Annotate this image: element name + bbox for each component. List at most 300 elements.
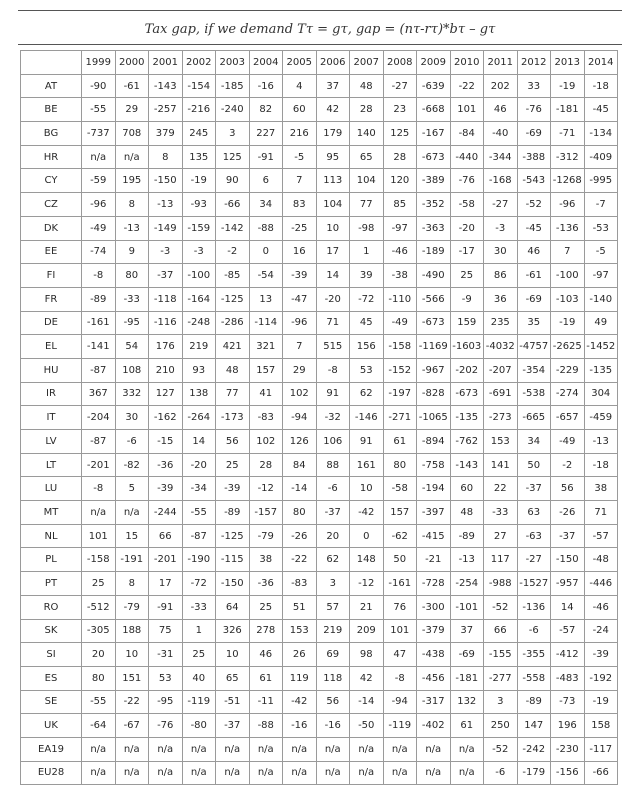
value-cell: 161 bbox=[350, 453, 384, 477]
value-cell: 62 bbox=[316, 548, 350, 572]
value-cell: 28 bbox=[249, 453, 283, 477]
value-cell: -52 bbox=[484, 737, 518, 761]
value-cell: 179 bbox=[316, 122, 350, 146]
value-cell: n/a bbox=[149, 737, 183, 761]
value-cell: 210 bbox=[149, 358, 183, 382]
corner-cell bbox=[21, 51, 82, 75]
table-row bbox=[21, 737, 618, 761]
value-cell: n/a bbox=[82, 501, 116, 525]
value-cell: -63 bbox=[517, 524, 551, 548]
value-cell: -146 bbox=[350, 406, 384, 430]
value-cell: -6 bbox=[115, 430, 149, 454]
value-cell: 10 bbox=[216, 643, 250, 667]
value-cell: 53 bbox=[149, 666, 183, 690]
value-cell: 42 bbox=[316, 98, 350, 122]
value-cell: 85 bbox=[383, 193, 417, 217]
value-cell: -59 bbox=[82, 169, 116, 193]
value-cell: -737 bbox=[82, 122, 116, 146]
value-cell: -4757 bbox=[517, 335, 551, 359]
value-cell: 10 bbox=[350, 477, 384, 501]
value-cell: -42 bbox=[350, 501, 384, 525]
value-cell: -189 bbox=[417, 240, 451, 264]
value-cell: 21 bbox=[350, 595, 384, 619]
value-cell: -141 bbox=[82, 335, 116, 359]
table-title: Tax gap, if we demand Ττ = gτ, gap = (nτ-rτ)*bτ – gτ bbox=[144, 22, 496, 37]
value-cell: 250 bbox=[484, 714, 518, 738]
value-cell: -39 bbox=[584, 643, 618, 667]
value-cell: 91 bbox=[350, 430, 384, 454]
value-cell: 28 bbox=[350, 98, 384, 122]
table-row bbox=[21, 122, 618, 146]
table-row bbox=[21, 714, 618, 738]
value-cell: -673 bbox=[417, 145, 451, 169]
value-cell: -161 bbox=[82, 311, 116, 335]
value-cell: -32 bbox=[316, 406, 350, 430]
value-cell: -47 bbox=[283, 287, 317, 311]
value-cell: -69 bbox=[517, 287, 551, 311]
value-cell: -379 bbox=[417, 619, 451, 643]
country-cell: CY bbox=[21, 169, 82, 193]
value-cell: 101 bbox=[383, 619, 417, 643]
value-cell: -95 bbox=[115, 311, 149, 335]
value-cell: 17 bbox=[316, 240, 350, 264]
value-cell: -438 bbox=[417, 643, 451, 667]
value-cell: n/a bbox=[350, 761, 384, 785]
value-cell: 119 bbox=[283, 666, 317, 690]
value-cell: -125 bbox=[216, 287, 250, 311]
value-cell: -20 bbox=[182, 453, 216, 477]
value-cell: -300 bbox=[417, 595, 451, 619]
value-cell: -181 bbox=[551, 98, 585, 122]
value-cell: 332 bbox=[115, 382, 149, 406]
value-cell: 56 bbox=[551, 477, 585, 501]
value-cell: -76 bbox=[517, 98, 551, 122]
value-cell: 8 bbox=[115, 572, 149, 596]
value-cell: -207 bbox=[484, 358, 518, 382]
value-cell: -72 bbox=[182, 572, 216, 596]
value-cell: -162 bbox=[149, 406, 183, 430]
value-cell: -19 bbox=[551, 311, 585, 335]
value-cell: 33 bbox=[517, 74, 551, 98]
value-cell: n/a bbox=[383, 761, 417, 785]
value-cell: 61 bbox=[383, 430, 417, 454]
value-cell: 48 bbox=[350, 74, 384, 98]
value-cell: -14 bbox=[283, 477, 317, 501]
value-cell: -24 bbox=[584, 619, 618, 643]
value-cell: -274 bbox=[551, 382, 585, 406]
value-cell: -2 bbox=[216, 240, 250, 264]
country-cell: EU28 bbox=[21, 761, 82, 785]
value-cell: -76 bbox=[450, 169, 484, 193]
value-cell: 102 bbox=[283, 382, 317, 406]
year-header: 2005 bbox=[283, 51, 317, 75]
value-cell: -49 bbox=[383, 311, 417, 335]
value-cell: 77 bbox=[216, 382, 250, 406]
value-cell: -8 bbox=[383, 666, 417, 690]
value-cell: -995 bbox=[584, 169, 618, 193]
value-cell: -6 bbox=[484, 761, 518, 785]
value-cell: -762 bbox=[450, 430, 484, 454]
value-cell: -71 bbox=[551, 122, 585, 146]
value-cell: -691 bbox=[484, 382, 518, 406]
table-row bbox=[21, 761, 618, 785]
value-cell: -119 bbox=[383, 714, 417, 738]
year-header: 2012 bbox=[517, 51, 551, 75]
value-cell: -67 bbox=[115, 714, 149, 738]
value-cell: 93 bbox=[182, 358, 216, 382]
value-cell: 80 bbox=[82, 666, 116, 690]
value-cell: -164 bbox=[182, 287, 216, 311]
table-row bbox=[21, 145, 618, 169]
value-cell: -91 bbox=[249, 145, 283, 169]
value-cell: -33 bbox=[182, 595, 216, 619]
value-cell: -6 bbox=[517, 619, 551, 643]
value-cell: 83 bbox=[283, 193, 317, 217]
table-row bbox=[21, 74, 618, 98]
value-cell: -19 bbox=[551, 74, 585, 98]
value-cell: n/a bbox=[249, 761, 283, 785]
value-cell: 77 bbox=[350, 193, 384, 217]
value-cell: -244 bbox=[149, 501, 183, 525]
value-cell: -158 bbox=[82, 548, 116, 572]
country-cell: RO bbox=[21, 595, 82, 619]
value-cell: 54 bbox=[115, 335, 149, 359]
value-cell: 50 bbox=[383, 548, 417, 572]
value-cell: 42 bbox=[350, 666, 384, 690]
value-cell: -39 bbox=[216, 477, 250, 501]
value-cell: -37 bbox=[149, 264, 183, 288]
value-cell: n/a bbox=[115, 501, 149, 525]
value-cell: 14 bbox=[182, 430, 216, 454]
value-cell: -363 bbox=[417, 216, 451, 240]
value-cell: -22 bbox=[450, 74, 484, 98]
value-cell: -37 bbox=[551, 524, 585, 548]
value-cell: -49 bbox=[551, 430, 585, 454]
value-cell: -136 bbox=[517, 595, 551, 619]
value-cell: -17 bbox=[450, 240, 484, 264]
value-cell: 40 bbox=[182, 666, 216, 690]
value-cell: -1527 bbox=[517, 572, 551, 596]
value-cell: -152 bbox=[383, 358, 417, 382]
value-cell: 219 bbox=[316, 619, 350, 643]
value-cell: 5 bbox=[115, 477, 149, 501]
value-cell: -154 bbox=[182, 74, 216, 98]
value-cell: 245 bbox=[182, 122, 216, 146]
value-cell: -161 bbox=[383, 572, 417, 596]
value-cell: n/a bbox=[82, 761, 116, 785]
value-cell: -168 bbox=[484, 169, 518, 193]
value-cell: 153 bbox=[283, 619, 317, 643]
table-row bbox=[21, 453, 618, 477]
value-cell: -728 bbox=[417, 572, 451, 596]
value-cell: 219 bbox=[182, 335, 216, 359]
value-cell: -957 bbox=[551, 572, 585, 596]
value-cell: -558 bbox=[517, 666, 551, 690]
value-cell: 34 bbox=[517, 430, 551, 454]
value-cell: 80 bbox=[283, 501, 317, 525]
value-cell: -967 bbox=[417, 358, 451, 382]
value-cell: -317 bbox=[417, 690, 451, 714]
value-cell: -192 bbox=[584, 666, 618, 690]
value-cell: 46 bbox=[249, 643, 283, 667]
value-cell: 209 bbox=[350, 619, 384, 643]
value-cell: -27 bbox=[517, 548, 551, 572]
value-cell: 104 bbox=[316, 193, 350, 217]
value-cell: 46 bbox=[484, 98, 518, 122]
value-cell: 15 bbox=[115, 524, 149, 548]
value-cell: -82 bbox=[115, 453, 149, 477]
value-cell: n/a bbox=[216, 737, 250, 761]
value-cell: -66 bbox=[216, 193, 250, 217]
value-cell: 304 bbox=[584, 382, 618, 406]
title-rule bbox=[18, 44, 622, 45]
value-cell: 38 bbox=[584, 477, 618, 501]
value-cell: -87 bbox=[82, 430, 116, 454]
value-cell: -402 bbox=[417, 714, 451, 738]
country-cell: DK bbox=[21, 216, 82, 240]
value-cell: n/a bbox=[450, 737, 484, 761]
value-cell: 278 bbox=[249, 619, 283, 643]
value-cell: -89 bbox=[216, 501, 250, 525]
value-cell: 76 bbox=[383, 595, 417, 619]
value-cell: n/a bbox=[350, 737, 384, 761]
country-cell: SK bbox=[21, 619, 82, 643]
value-cell: 157 bbox=[383, 501, 417, 525]
value-cell: -52 bbox=[517, 193, 551, 217]
value-cell: -51 bbox=[216, 690, 250, 714]
value-cell: -639 bbox=[417, 74, 451, 98]
table-row bbox=[21, 572, 618, 596]
value-cell: 51 bbox=[283, 595, 317, 619]
value-cell: -150 bbox=[149, 169, 183, 193]
value-cell: -57 bbox=[584, 524, 618, 548]
value-cell: -101 bbox=[450, 595, 484, 619]
year-header: 2000 bbox=[115, 51, 149, 75]
value-cell: 151 bbox=[115, 666, 149, 690]
value-cell: -61 bbox=[517, 264, 551, 288]
value-cell: 30 bbox=[115, 406, 149, 430]
value-cell: -286 bbox=[216, 311, 250, 335]
value-cell: 71 bbox=[316, 311, 350, 335]
value-cell: -758 bbox=[417, 453, 451, 477]
country-cell: MT bbox=[21, 501, 82, 525]
value-cell: -116 bbox=[149, 311, 183, 335]
value-cell: -240 bbox=[216, 98, 250, 122]
value-cell: -52 bbox=[484, 595, 518, 619]
value-cell: -83 bbox=[283, 572, 317, 596]
value-cell: 88 bbox=[316, 453, 350, 477]
country-cell: PT bbox=[21, 572, 82, 596]
value-cell: -100 bbox=[182, 264, 216, 288]
top-rule bbox=[18, 10, 622, 11]
value-cell: 48 bbox=[216, 358, 250, 382]
value-cell: -512 bbox=[82, 595, 116, 619]
value-cell: n/a bbox=[283, 761, 317, 785]
year-header: 2001 bbox=[149, 51, 183, 75]
value-cell: 421 bbox=[216, 335, 250, 359]
value-cell: -156 bbox=[551, 761, 585, 785]
value-cell: 135 bbox=[182, 145, 216, 169]
value-cell: -828 bbox=[417, 382, 451, 406]
value-cell: 60 bbox=[450, 477, 484, 501]
value-cell: 202 bbox=[484, 74, 518, 98]
value-cell: -39 bbox=[149, 477, 183, 501]
table-row bbox=[21, 382, 618, 406]
value-cell: n/a bbox=[417, 761, 451, 785]
value-cell: n/a bbox=[249, 737, 283, 761]
value-cell: 90 bbox=[216, 169, 250, 193]
country-cell: EE bbox=[21, 240, 82, 264]
value-cell: -50 bbox=[350, 714, 384, 738]
value-cell: 39 bbox=[350, 264, 384, 288]
value-cell: -58 bbox=[383, 477, 417, 501]
value-cell: 61 bbox=[249, 666, 283, 690]
value-cell: -16 bbox=[283, 714, 317, 738]
value-cell: 91 bbox=[316, 382, 350, 406]
country-cell: DE bbox=[21, 311, 82, 335]
country-cell: HR bbox=[21, 145, 82, 169]
value-cell: 25 bbox=[82, 572, 116, 596]
value-cell: 38 bbox=[249, 548, 283, 572]
value-cell: -80 bbox=[182, 714, 216, 738]
table-row bbox=[21, 193, 618, 217]
value-cell: -8 bbox=[316, 358, 350, 382]
value-cell: n/a bbox=[115, 737, 149, 761]
value-cell: n/a bbox=[283, 737, 317, 761]
value-cell: 29 bbox=[115, 98, 149, 122]
value-cell: -355 bbox=[517, 643, 551, 667]
value-cell: -143 bbox=[450, 453, 484, 477]
year-header: 2011 bbox=[484, 51, 518, 75]
value-cell: 69 bbox=[316, 643, 350, 667]
value-cell: -37 bbox=[316, 501, 350, 525]
value-cell: -90 bbox=[82, 74, 116, 98]
value-cell: n/a bbox=[216, 761, 250, 785]
value-cell: -94 bbox=[383, 690, 417, 714]
value-cell: 14 bbox=[551, 595, 585, 619]
value-cell: -397 bbox=[417, 501, 451, 525]
value-cell: n/a bbox=[82, 737, 116, 761]
year-header: 2014 bbox=[584, 51, 618, 75]
table-row bbox=[21, 98, 618, 122]
value-cell: -89 bbox=[450, 524, 484, 548]
value-cell: n/a bbox=[115, 761, 149, 785]
value-cell: 37 bbox=[450, 619, 484, 643]
country-cell: FR bbox=[21, 287, 82, 311]
value-cell: -190 bbox=[182, 548, 216, 572]
value-cell: -305 bbox=[82, 619, 116, 643]
value-cell: -409 bbox=[584, 145, 618, 169]
value-cell: 75 bbox=[149, 619, 183, 643]
value-cell: 14 bbox=[316, 264, 350, 288]
value-cell: n/a bbox=[82, 145, 116, 169]
value-cell: -657 bbox=[551, 406, 585, 430]
value-cell: -19 bbox=[584, 690, 618, 714]
value-cell: 8 bbox=[115, 193, 149, 217]
value-cell: -91 bbox=[149, 595, 183, 619]
value-cell: 101 bbox=[82, 524, 116, 548]
value-cell: -201 bbox=[82, 453, 116, 477]
value-cell: 156 bbox=[350, 335, 384, 359]
value-cell: -46 bbox=[584, 595, 618, 619]
value-cell: -134 bbox=[584, 122, 618, 146]
value-cell: 7 bbox=[283, 169, 317, 193]
value-cell: -93 bbox=[182, 193, 216, 217]
value-cell: 45 bbox=[350, 311, 384, 335]
value-cell: 4 bbox=[283, 74, 317, 98]
value-cell: 159 bbox=[450, 311, 484, 335]
value-cell: 95 bbox=[316, 145, 350, 169]
value-cell: -42 bbox=[283, 690, 317, 714]
value-cell: 20 bbox=[82, 643, 116, 667]
value-cell: 140 bbox=[350, 122, 384, 146]
value-cell: -179 bbox=[517, 761, 551, 785]
value-cell: 86 bbox=[484, 264, 518, 288]
value-cell: 29 bbox=[283, 358, 317, 382]
value-cell: -665 bbox=[517, 406, 551, 430]
table-row bbox=[21, 643, 618, 667]
year-header: 2007 bbox=[350, 51, 384, 75]
value-cell: -15 bbox=[149, 430, 183, 454]
value-cell: 34 bbox=[249, 193, 283, 217]
value-cell: -389 bbox=[417, 169, 451, 193]
value-cell: 141 bbox=[484, 453, 518, 477]
value-cell: -38 bbox=[383, 264, 417, 288]
value-cell: 84 bbox=[283, 453, 317, 477]
table-row bbox=[21, 430, 618, 454]
table-row bbox=[21, 690, 618, 714]
value-cell: -27 bbox=[484, 193, 518, 217]
value-cell: 196 bbox=[551, 714, 585, 738]
value-cell: -159 bbox=[182, 216, 216, 240]
value-cell: 157 bbox=[249, 358, 283, 382]
value-cell: 23 bbox=[383, 98, 417, 122]
value-cell: 104 bbox=[350, 169, 384, 193]
value-cell: n/a bbox=[316, 761, 350, 785]
value-cell: -446 bbox=[584, 572, 618, 596]
value-cell: -22 bbox=[115, 690, 149, 714]
value-cell: 126 bbox=[283, 430, 317, 454]
value-cell: 20 bbox=[316, 524, 350, 548]
country-cell: IR bbox=[21, 382, 82, 406]
value-cell: -87 bbox=[182, 524, 216, 548]
value-cell: -490 bbox=[417, 264, 451, 288]
value-cell: 227 bbox=[249, 122, 283, 146]
value-cell: -271 bbox=[383, 406, 417, 430]
value-cell: -136 bbox=[551, 216, 585, 240]
value-cell: -87 bbox=[82, 358, 116, 382]
value-cell: 188 bbox=[115, 619, 149, 643]
value-cell: -58 bbox=[450, 193, 484, 217]
value-cell: -412 bbox=[551, 643, 585, 667]
table-row bbox=[21, 287, 618, 311]
value-cell: 62 bbox=[350, 382, 384, 406]
value-cell: -73 bbox=[551, 690, 585, 714]
value-cell: -142 bbox=[216, 216, 250, 240]
country-cell: ES bbox=[21, 666, 82, 690]
value-cell: -27 bbox=[383, 74, 417, 98]
table-row bbox=[21, 311, 618, 335]
value-cell: -53 bbox=[584, 216, 618, 240]
value-cell: -13 bbox=[450, 548, 484, 572]
value-cell: -6 bbox=[316, 477, 350, 501]
year-header: 2004 bbox=[249, 51, 283, 75]
value-cell: -8 bbox=[82, 477, 116, 501]
value-cell: -110 bbox=[383, 287, 417, 311]
value-cell: -229 bbox=[551, 358, 585, 382]
value-cell: -201 bbox=[149, 548, 183, 572]
value-cell: -230 bbox=[551, 737, 585, 761]
